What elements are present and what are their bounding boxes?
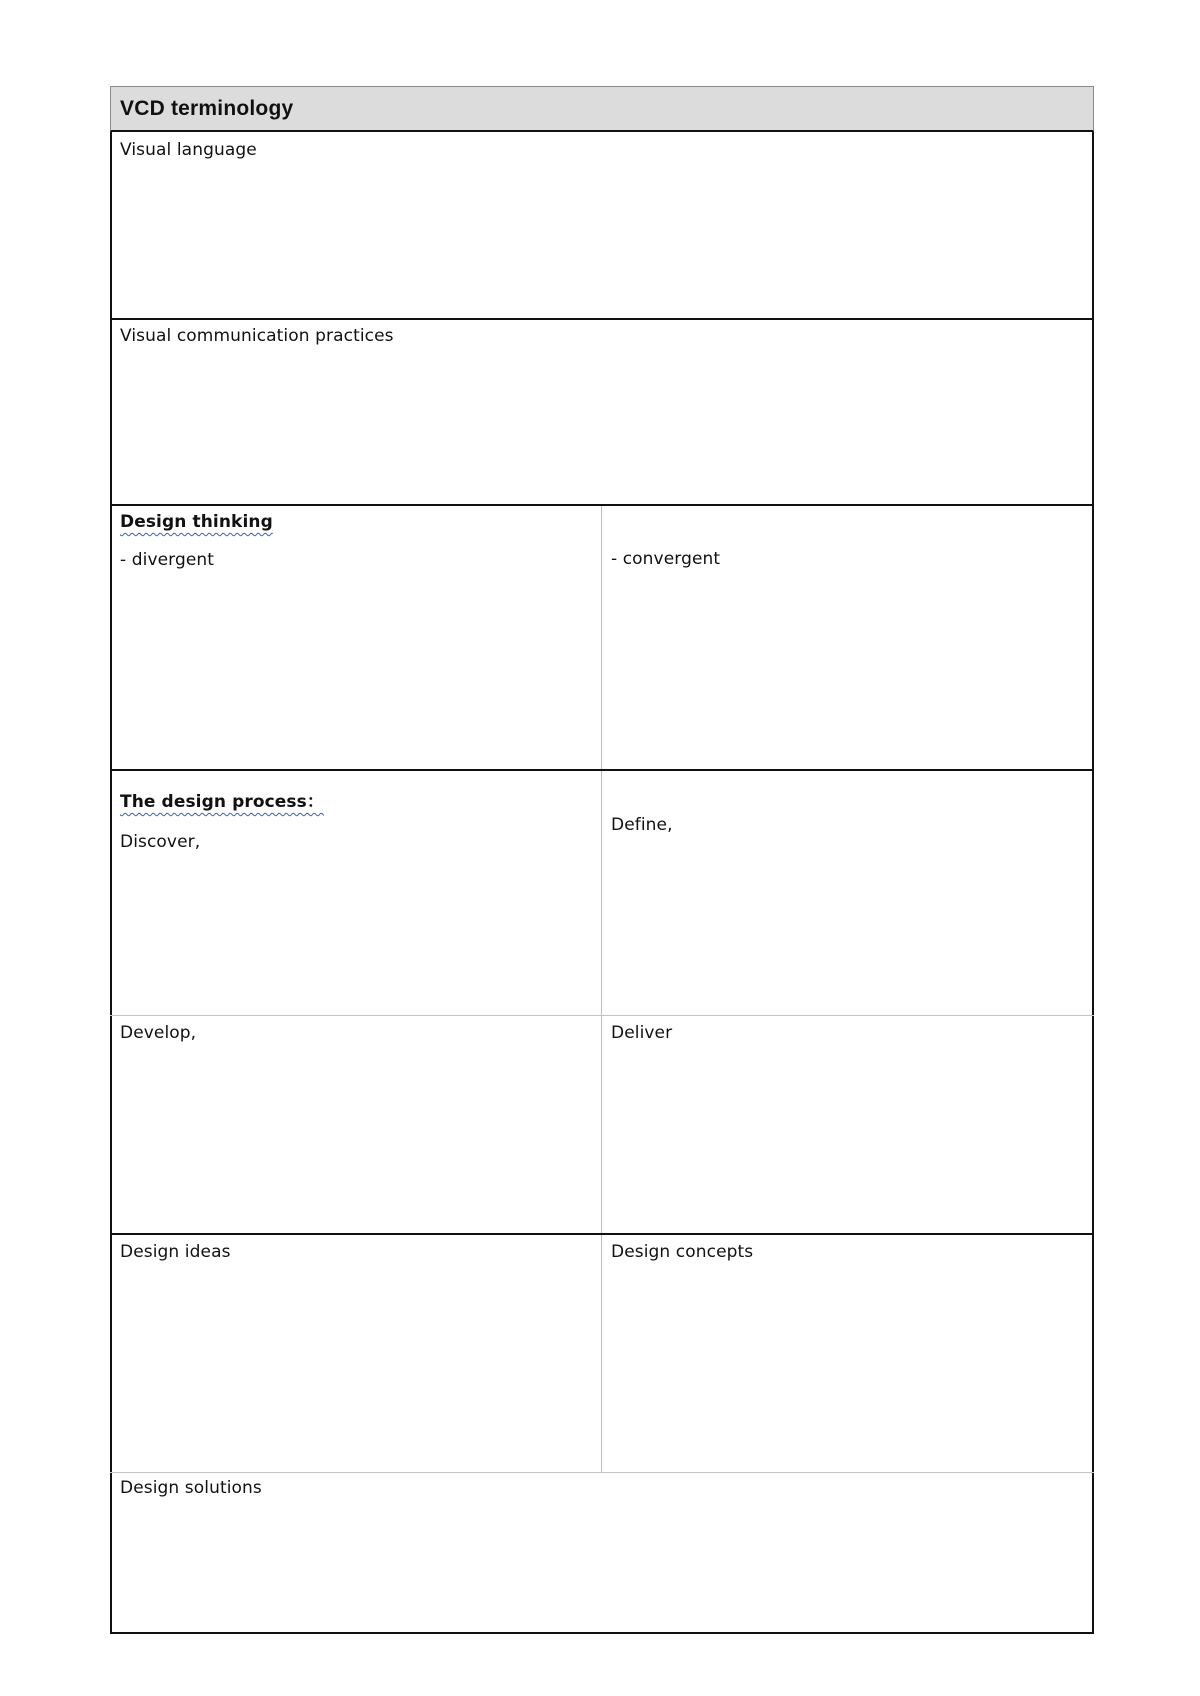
cell-discover: Discover, bbox=[120, 832, 201, 852]
column-divider bbox=[601, 506, 602, 770]
row-divider-thin bbox=[110, 1472, 1094, 1473]
cell-divergent: - divergent bbox=[120, 550, 215, 570]
design-thinking-heading: Design thinking bbox=[120, 512, 273, 532]
table-title-row bbox=[110, 86, 1094, 132]
table-right-edge bbox=[1092, 132, 1094, 1634]
cell-convergent: - convergent bbox=[611, 549, 721, 569]
column-divider bbox=[601, 1235, 602, 1472]
cell-develop: Develop, bbox=[120, 1023, 197, 1043]
row-divider bbox=[110, 318, 1094, 320]
cell-define: Define, bbox=[611, 815, 673, 835]
cell-visual-language: Visual language bbox=[120, 140, 257, 160]
terminology-table bbox=[110, 86, 1094, 1634]
cell-visual-communication-practices: Visual communication practices bbox=[120, 326, 394, 346]
row-divider bbox=[110, 769, 1094, 771]
cell-design-solutions: Design solutions bbox=[120, 1478, 262, 1498]
row-divider bbox=[110, 1233, 1094, 1235]
row-divider-thin bbox=[110, 1015, 1094, 1016]
cell-design-concepts: Design concepts bbox=[611, 1242, 754, 1262]
table-title: VCD terminology bbox=[120, 97, 294, 120]
cell-deliver: Deliver bbox=[611, 1023, 673, 1043]
table-bottom-edge bbox=[110, 1632, 1094, 1634]
design-process-heading: The design process： bbox=[120, 792, 324, 812]
cell-design-ideas: Design ideas bbox=[120, 1242, 231, 1262]
table-left-edge bbox=[110, 132, 112, 1634]
row-divider bbox=[110, 504, 1094, 506]
